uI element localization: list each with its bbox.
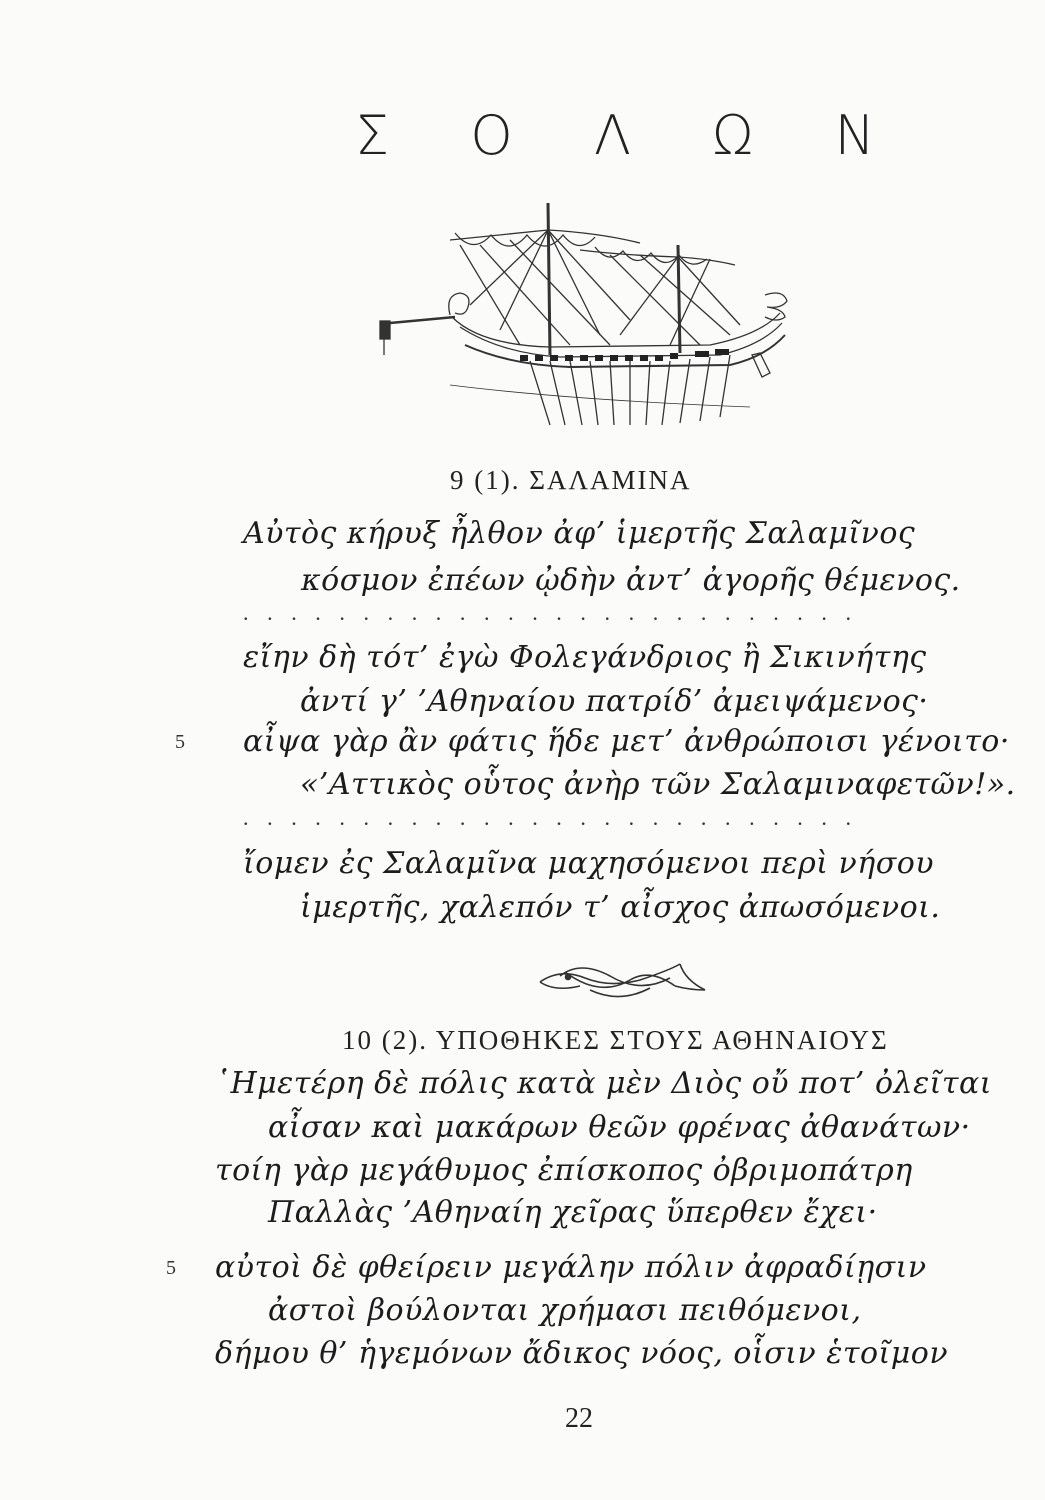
verse-line: Αὐτὸς κήρυξ ἦλθον ἀφ’ ἱμερτῆς Σαλαμῖνος xyxy=(243,516,916,551)
poem-heading: 9 (1). ΣΑΛΑΜΙΝΑ xyxy=(450,465,692,495)
title-letter: Λ xyxy=(593,103,631,167)
title-letter: Ν xyxy=(834,103,875,167)
verse-line: ἀστοὶ βούλονται χρήμασι πειθόμενοι, xyxy=(268,1293,862,1328)
page-title xyxy=(355,95,875,175)
title-letter: Ο xyxy=(470,103,513,167)
ship-illustration xyxy=(370,195,800,440)
fish-flourish-ornament xyxy=(530,950,720,1010)
verse-line: δήμου θ’ ἡγεμόνων ἄδικος νόος, οἷσιν ἑτοῖμον xyxy=(215,1336,949,1371)
title-letter: Σ xyxy=(355,103,390,167)
line-number: 5 xyxy=(166,1257,176,1279)
verse-line: εἴην δὴ τότ’ ἐγὼ Φολεγάνδριος ἢ Σικινήτης xyxy=(243,640,927,675)
verse-line: αἶψα γὰρ ἂν φάτις ἥδε μετ’ ἀνθρώποισι γένοιτο· xyxy=(243,724,1010,759)
page-number: 22 xyxy=(565,1403,593,1434)
line-number: 5 xyxy=(175,731,185,753)
verse-line: τοίη γὰρ μεγάθυμος ἐπίσκοπος ὀβριμοπάτρη xyxy=(215,1153,913,1188)
verse-line: ἱμερτῆς, χαλεπόν τ’ αἶσχος ἀπωσόμενοι. xyxy=(300,890,941,925)
verse-line: Παλλὰς ’Αθηναίη χεῖρας ὕπερθεν ἔχει· xyxy=(268,1195,878,1230)
ellipsis-separator: .......................... xyxy=(243,600,870,625)
verse-line: αὐτοὶ δὲ φθείρειν μεγάλην πόλιν ἀφραδίῃσιν xyxy=(215,1250,927,1285)
poem-heading: 10 (2). ΥΠΟΘΗΚΕΣ ΣΤΟΥΣ ΑΘΗΝΑΙΟΥΣ xyxy=(342,1025,889,1055)
verse-line: «’Αττικὸς οὗτος ἀνὴρ τῶν Σαλαμιναφετῶν!». xyxy=(300,767,1016,802)
ellipsis-separator: .......................... xyxy=(243,805,870,830)
verse-line: ἀντί γ’ ’Αθηναίου πατρίδ’ ἀμειψάμενος· xyxy=(300,684,929,719)
verse-line: ἴομεν ἐς Σαλαμῖνα μαχησόμενοι περὶ νήσου xyxy=(243,846,935,881)
verse-line: αἶσαν καὶ μακάρων θεῶν φρένας ἀθανάτων· xyxy=(268,1110,971,1145)
verse-line: ῾Ημετέρη δὲ πόλις κατὰ μὲν Διὸς οὔ ποτ’ ὀλεῖται xyxy=(215,1066,993,1101)
title-letter: Ω xyxy=(712,103,754,167)
verse-line: κόσμον ἐπέων ᾠδὴν ἀντ’ ἀγορῆς θέμενος. xyxy=(301,563,961,598)
